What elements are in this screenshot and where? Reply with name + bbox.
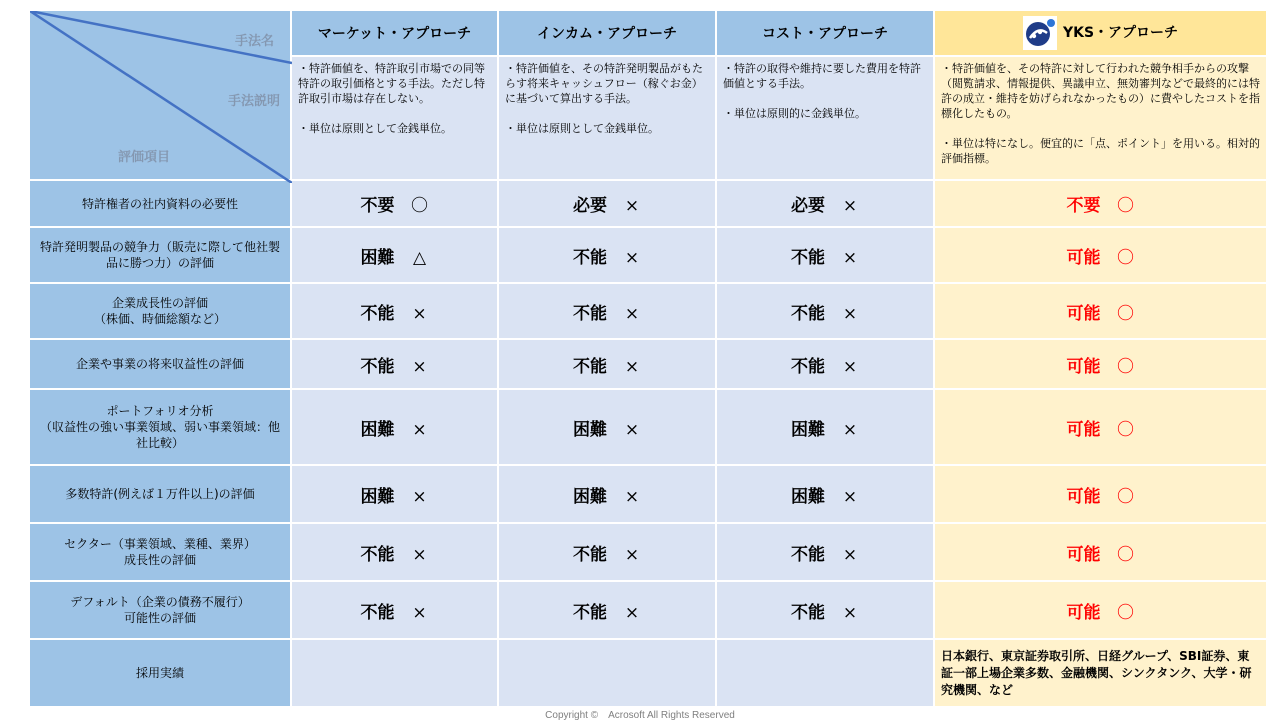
eval-cell-yks: 可能 〇 [934, 389, 1267, 465]
eval-cell: 不能 × [291, 581, 498, 639]
eval-cell-yks: 不要 〇 [934, 180, 1267, 227]
eval-cell: 困難 × [291, 465, 498, 523]
eval-cell: 必要 × [498, 180, 716, 227]
eval-cell-yks: 可能 〇 [934, 465, 1267, 523]
eval-cell: 必要 × [716, 180, 934, 227]
table-row [29, 180, 1267, 227]
method-desc-yks: ・特許価値を、その特許に対して行われた競争相手からの攻撃（閲覧請求、情報提供、異議申立、無効審判などで最終的には特許の成立・維持を妨げられなかったもの）に費やしたコストを指標化したもの。 ・単位は特になし。便宜的に「点、ポイント」を用いる。相対的評価指標。 [934, 56, 1267, 180]
row-label: 特許発明製品の競争力（販売に際して他社製品に勝つ力）の評価 [29, 227, 291, 283]
eval-cell: 困難 × [291, 389, 498, 465]
table-row [29, 283, 1267, 339]
method-header-yks: YKS・アプローチ [934, 10, 1267, 56]
eval-cell: 不能 × [291, 339, 498, 389]
eval-cell: 不能 × [498, 523, 716, 581]
method-desc-market: ・特許価値を、特許取引市場での同等特許の取引価格とする手法。ただし特許取引市場は存在しない。 ・単位は原則として金銭単位。 [291, 56, 498, 180]
eval-cell: 不能 × [716, 581, 934, 639]
eval-cell: 不能 × [291, 523, 498, 581]
row-label: ポートフォリオ分析 （収益性の強い事業領域、弱い事業領域：他社比較） [29, 389, 291, 465]
method-desc-label: 手法説明 [227, 94, 280, 109]
row-label: 企業成長性の評価 （株価、時価総額など） [29, 283, 291, 339]
copyright-footer: Copyright © Acrosoft All Rights Reserved [545, 710, 735, 720]
adoption-cell [498, 639, 716, 707]
table-row [29, 339, 1267, 389]
row-label: 特許権者の社内資料の必要性 [29, 180, 291, 227]
eval-cell: 困難 × [716, 465, 934, 523]
adoption-cell-yks: 日本銀行、東京証券取引所、日経グループ、SBI証券、東証一部上場企業多数、金融機関、シンクタンク、大学・研究機関、など [934, 639, 1267, 707]
row-label: 採用実績 [29, 639, 291, 707]
eval-cell-yks: 可能 〇 [934, 581, 1267, 639]
yks-logo-icon [1023, 16, 1057, 50]
adoption-cell [716, 639, 934, 707]
row-label: 多数特許(例えば１万件以上)の評価 [29, 465, 291, 523]
comparison-table [28, 9, 1268, 708]
eval-cell: 不要 〇 [291, 180, 498, 227]
eval-cell: 不能 × [291, 283, 498, 339]
row-label: セクター（事業領域、業種、業界） 成長性の評価 [29, 523, 291, 581]
row-label: デフォルト（企業の債務不履行） 可能性の評価 [29, 581, 291, 639]
table-row [29, 227, 1267, 283]
eval-cell: 不能 × [716, 227, 934, 283]
eval-cell: 不能 × [498, 283, 716, 339]
method-desc-cost: ・特許の取得や維持に要した費用を特許価値とする手法。 ・単位は原則的に金銭単位。 [716, 56, 934, 180]
eval-cell-yks: 可能 〇 [934, 339, 1267, 389]
eval-cell: 不能 × [498, 581, 716, 639]
eval-cell: 困難 × [498, 389, 716, 465]
eval-cell: 不能 × [498, 339, 716, 389]
eval-cell-yks: 可能 〇 [934, 227, 1267, 283]
adoption-cell [291, 639, 498, 707]
eval-item-label: 評価項目 [118, 150, 171, 165]
method-header-cost: コスト・アプローチ [716, 10, 934, 56]
table-corner-header [29, 10, 291, 180]
eval-cell-yks: 可能 〇 [934, 523, 1267, 581]
row-label: 企業や事業の将来収益性の評価 [29, 339, 291, 389]
method-header-market: マーケット・アプローチ [291, 10, 498, 56]
method-header-income: インカム・アプローチ [498, 10, 716, 56]
eval-cell: 不能 × [716, 523, 934, 581]
table-row [29, 523, 1267, 581]
table-row [29, 465, 1267, 523]
table-row [29, 389, 1267, 465]
table-row-adoption [29, 639, 1267, 707]
eval-cell: 困難 △ [291, 227, 498, 283]
method-desc-income: ・特許価値を、その特許発明製品がもたらす将来キャッシュフロー（稼ぐお金）に基づいて算出する手法。 ・単位は原則として金銭単位。 [498, 56, 716, 180]
eval-cell: 不能 × [716, 339, 934, 389]
eval-cell: 不能 × [498, 227, 716, 283]
eval-cell-yks: 可能 〇 [934, 283, 1267, 339]
method-name-label: 手法名 [234, 34, 274, 49]
table-row [29, 581, 1267, 639]
eval-cell: 困難 × [498, 465, 716, 523]
eval-cell: 困難 × [716, 389, 934, 465]
eval-cell: 不能 × [716, 283, 934, 339]
